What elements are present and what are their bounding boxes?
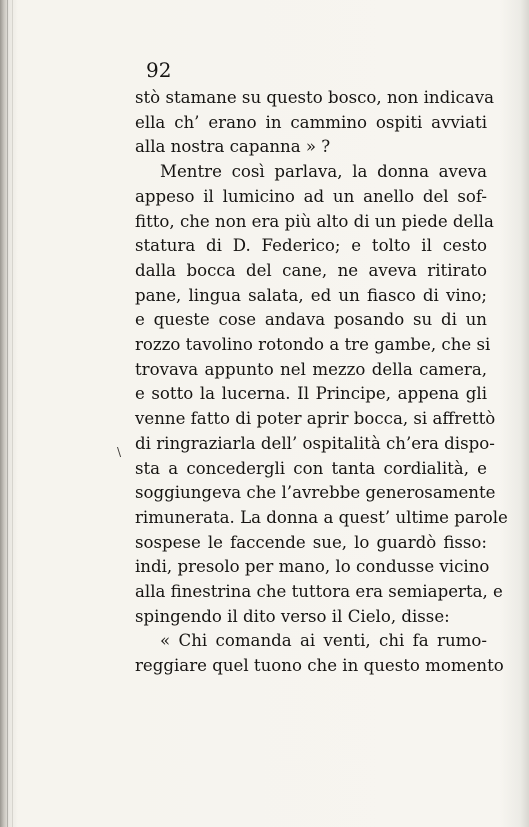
binding-edge [7, 0, 8, 827]
text-line: di ringraziarla dell’ ospitalità ch’era dispo- [135, 433, 495, 453]
margin-mark: \ [117, 445, 122, 459]
text-line: sta a concedergli con tanta cordialità, e [135, 458, 487, 478]
text-line: pane, lingua salata, ed un fiasco di vino; [135, 285, 487, 305]
text-line: ella ch’ erano in cammino ospiti avviati [135, 112, 487, 132]
text-line: fitto, che non era più alto di un piede della [135, 211, 494, 231]
body-text [135, 86, 508, 679]
text-line: dalla bocca del cane, ne aveva ritirato [135, 260, 487, 280]
text-line: venne fatto di poter aprir bocca, si affrettò [135, 409, 496, 429]
text-line: rozzo tavolino rotondo a tre gambe, che si [135, 335, 491, 355]
page-number: 92 [146, 58, 172, 82]
text-line: indi, presolo per mano, lo condusse vicino [135, 557, 490, 577]
text-line: trovava appunto nel mezzo della camera, [135, 359, 487, 379]
text-line: e sotto la lucerna. Il Principe, appena gli [135, 384, 487, 404]
text-line: statura di D. Federico; e tolto il cesto [135, 236, 487, 256]
text-line: rimunerata. La donna a quest’ ultime parole [135, 507, 508, 527]
text-line: Mentre così parlava, la donna aveva [160, 162, 487, 182]
text-line: spingendo il dito verso il Cielo, disse: [135, 606, 450, 626]
text-line: e queste cose andava posando su di un [135, 310, 487, 330]
text-line: alla finestrina che tuttora era semiaperta, e [135, 582, 503, 602]
text-line: stò stamane su questo bosco, non indicava [135, 88, 494, 107]
binding-edge-shadow [12, 0, 13, 827]
text-line: alla nostra capanna » ? [135, 137, 331, 157]
text-line: soggiungeva che l’avrebbe generosamente [135, 483, 496, 503]
text-line: appeso il lumicino ad un anello del sof- [135, 186, 487, 206]
text-line: sospese le faccende sue, lo guardò fisso: [135, 532, 487, 552]
text-line: reggiare quel tuono che in questo momento [135, 656, 504, 676]
text-line: « Chi comanda ai venti, chi fa rumo- [160, 631, 487, 651]
